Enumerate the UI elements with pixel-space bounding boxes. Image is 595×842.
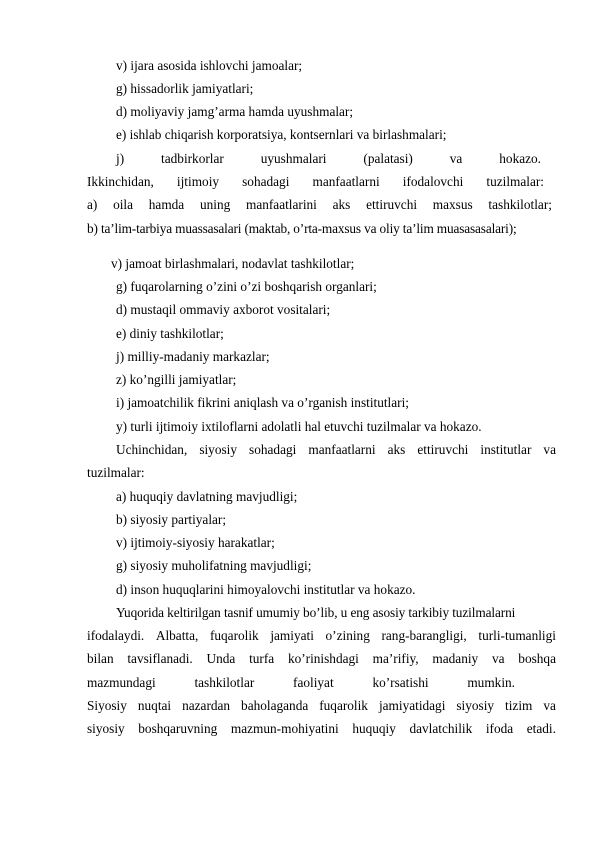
word: boshqaruvning xyxy=(138,721,218,736)
word: uning xyxy=(199,197,231,212)
word: turfa xyxy=(249,651,275,666)
word: sohadagi xyxy=(242,174,290,189)
word: ifodalaydi. xyxy=(87,628,145,643)
paragraph-line: Yuqorida keltirilgan tasnif umumiy bo’lib, u eng asosiy tarkibiy tuzilmalarni xyxy=(116,605,516,620)
word: manfaatlarini xyxy=(245,197,317,212)
word: j) xyxy=(116,151,125,166)
list-item: e) ishlab chiqarish korporatsiya, kontsernlari va birlashmalari; xyxy=(116,127,447,142)
word: maxsus xyxy=(432,197,473,212)
list-item: e) diniy tashkilotlar; xyxy=(116,326,224,341)
word: turli-tumanligi xyxy=(478,628,556,643)
word: baholaganda xyxy=(241,698,309,713)
paragraph-line xyxy=(0,174,595,190)
word: ifoda xyxy=(485,721,514,736)
word: mazmundagi xyxy=(87,675,156,690)
word: nuqtai xyxy=(137,698,172,713)
word: siyosiy xyxy=(199,442,237,457)
list-item: g) hissadorlik jamiyatlari; xyxy=(116,81,254,96)
word: (palatasi) xyxy=(363,151,413,166)
list-item: y) turli ijtimoiy ixtiloflarni adolatli hal etuvchi tuzilmalar va hokazo. xyxy=(116,419,482,434)
word: va xyxy=(543,698,556,713)
word: mazmun-mohiyatini xyxy=(230,721,339,736)
word: siyosiy xyxy=(87,721,125,736)
list-item: a) huquqiy davlatning mavjudligi; xyxy=(116,489,298,504)
word: etadi. xyxy=(526,721,556,736)
word: a) xyxy=(87,197,98,212)
word: siyosiy xyxy=(456,698,495,713)
word: ettiruvchi xyxy=(366,197,418,212)
word: aks xyxy=(332,197,351,212)
word: fuqarolik xyxy=(319,698,368,713)
word: Ikkinchidan, xyxy=(87,174,154,189)
word: uyushmalari xyxy=(260,151,327,166)
list-item: i) jamoatchilik fikrini aniqlash va o’rganish institutlari; xyxy=(116,395,409,410)
word: tuzilmalar: xyxy=(486,174,544,189)
word: davlatchilik xyxy=(409,721,473,736)
word: jamiyati xyxy=(270,628,314,643)
list-item: d) moliyaviy jamg’arma hamda uyushmalar; xyxy=(116,104,354,119)
word: mumkin. xyxy=(467,675,515,690)
word: hokazo. xyxy=(499,151,541,166)
word: ettiruvchi xyxy=(417,442,469,457)
word: aks xyxy=(387,442,406,457)
word: o’zining xyxy=(325,628,370,643)
word: tizim xyxy=(505,698,533,713)
word: tavsiflanadi. xyxy=(127,651,193,666)
list-item xyxy=(0,197,595,213)
paragraph-line: tuzilmalar: xyxy=(87,465,145,480)
paragraph-line xyxy=(0,442,595,458)
word: va xyxy=(491,651,505,666)
word: rang-barangligi, xyxy=(381,628,467,643)
list-item: z) ko’ngilli jamiyatlar; xyxy=(116,372,237,387)
word: institutlar xyxy=(480,442,532,457)
word: Unda xyxy=(206,651,236,666)
word: tadbirkorlar xyxy=(161,151,224,166)
word: ko’rinishdagi xyxy=(287,651,359,666)
word: sohadagi xyxy=(249,442,297,457)
word: va xyxy=(543,442,556,457)
word: boshqa xyxy=(518,651,556,666)
word: tashkilotlar xyxy=(194,675,255,690)
list-item: d) inson huquqlarini himoyalovchi institutlar va hokazo. xyxy=(116,582,416,597)
word: tashkilotlar; xyxy=(488,197,552,212)
paragraph-line xyxy=(0,698,595,714)
word: jamiyatidagi xyxy=(378,698,446,713)
list-item: b) siyosiy partiyalar; xyxy=(116,512,227,527)
word: va xyxy=(449,151,463,166)
word: manfaatlarni xyxy=(308,442,376,457)
word: bilan xyxy=(87,651,114,666)
list-item: g) fuqarolarning o’zini o’zi boshqarish organlari; xyxy=(116,279,377,294)
list-item: d) mustaqil ommaviy axborot vositalari; xyxy=(116,302,331,317)
word: fuqarolik xyxy=(209,628,259,643)
word: ko’rsatishi xyxy=(372,675,429,690)
word: faoliyat xyxy=(293,675,334,690)
list-item: v) ijara asosida ishlovchi jamoalar; xyxy=(116,58,303,73)
list-item: b) ta’lim-tarbiya muassasalari (maktab, o’rta-maxsus va oliy ta’lim muasasasalari); xyxy=(87,221,517,236)
word: ijtimoiy xyxy=(176,174,220,189)
list-item: v) ijtimoiy-siyosiy harakatlar; xyxy=(116,535,275,550)
list-item xyxy=(0,151,595,167)
word: nazardan xyxy=(182,698,231,713)
word: ma’rifiy, xyxy=(372,651,419,666)
word: hamda xyxy=(148,197,185,212)
word: manfaatlarni xyxy=(312,174,380,189)
word: Albatta, xyxy=(155,628,199,643)
word: Uchinchidan, xyxy=(116,442,188,457)
list-item: g) siyosiy muholifatning mavjudligi; xyxy=(116,558,312,573)
list-item: v) jamoat birlashmalari, nodavlat tashkilotlar; xyxy=(111,256,355,271)
paragraph-line xyxy=(0,628,595,644)
word: madaniy xyxy=(432,651,479,666)
word: oila xyxy=(113,197,134,212)
paragraph-line xyxy=(0,651,595,667)
word: ifodalovchi xyxy=(402,174,464,189)
word: Siyosiy xyxy=(87,698,127,713)
word: huquqiy xyxy=(352,721,396,736)
paragraph-line xyxy=(0,675,595,691)
paragraph-line xyxy=(0,721,595,737)
list-item: j) milliy-madaniy markazlar; xyxy=(116,349,270,364)
